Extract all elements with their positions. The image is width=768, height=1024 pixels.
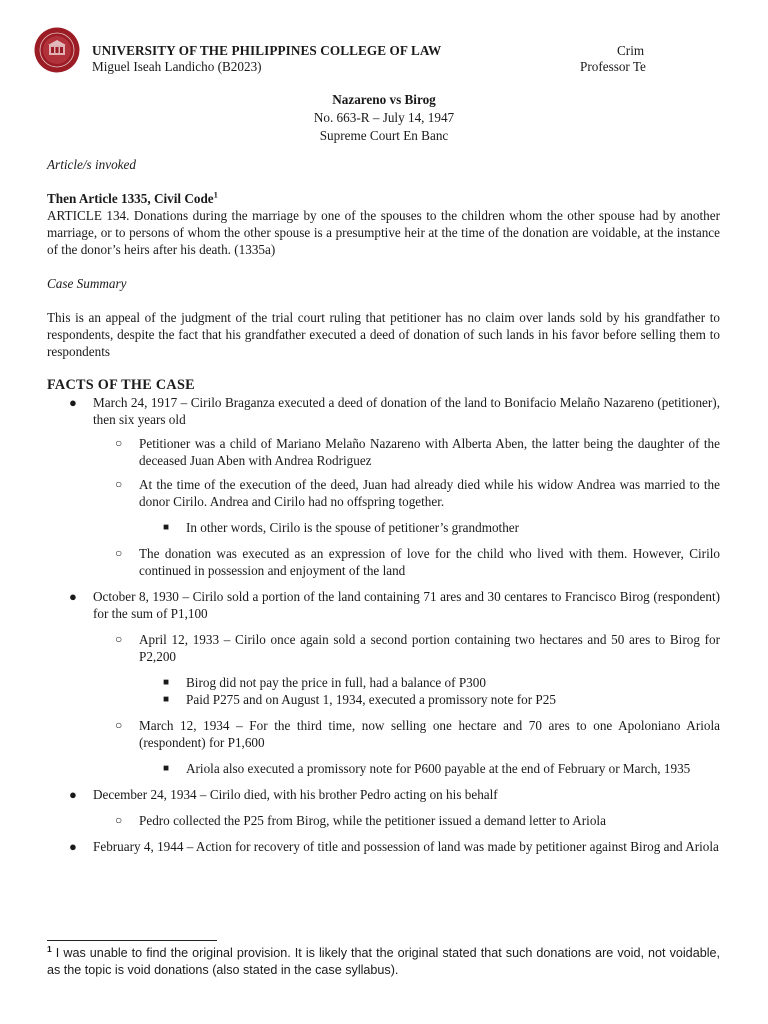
university-name: UNIVERSITY OF THE PHILIPPINES COLLEGE OF LAW: [92, 43, 442, 58]
hollow-bullet-icon: ○: [115, 632, 123, 646]
list-item-text: At the time of the execution of the deed, Juan had already died while his widow Andrea was married to the donor Cirilo. Andrea and Cirilo had no offspring together.: [139, 477, 720, 509]
hollow-bullet-icon: ○: [115, 718, 123, 732]
footnote-ref: 1: [213, 189, 218, 200]
square-bullet-icon: ■: [163, 677, 170, 688]
list-item-text: Petitioner was a child of Mariano Melaño Nazareno with Alberta Aben, the latter being the daughter of the deceased Juan Aben with Andrea Rodriguez: [139, 436, 720, 468]
list-item-text: December 24, 1934 – Cirilo died, with his brother Pedro acting on his behalf: [93, 787, 498, 802]
header-right: [580, 43, 680, 75]
article-title-text: Then Article 1335, Civil Code: [47, 191, 214, 206]
list-item-text: April 12, 1933 – Cirilo once again sold a second portion containing two hectares and 50 ares to Birog for P2,200: [139, 632, 720, 664]
hollow-bullet-icon: ○: [115, 546, 123, 560]
spacer: [47, 751, 720, 760]
spacer: [47, 428, 720, 435]
list-item: [47, 674, 720, 691]
bullet-icon: ●: [69, 395, 77, 410]
header-left: [92, 43, 441, 75]
case-docket: No. 663-R – July 14, 1947: [313, 110, 455, 125]
list-item: [47, 545, 720, 579]
list-item-text: In other words, Cirilo is the spouse of petitioner’s grandmother: [186, 520, 520, 535]
spacer: [47, 536, 720, 545]
list-item: [47, 786, 720, 803]
square-bullet-icon: ■: [163, 763, 170, 774]
list-item-text: March 24, 1917 – Cirilo Braganza executed a deed of donation of the land to Bonifacio Melaño Nazareno (petitioner), then six years old: [93, 395, 720, 427]
list-item-text: March 12, 1934 – For the third time, now selling one hectare and 70 ares to one Apoloniano Ariola (respondent) for P1,600: [139, 718, 720, 750]
spacer: [47, 510, 720, 519]
list-item-text: The donation was executed as an expression of love for the child who lived with them. However, Cirilo continued in possession and enjoyment of the land: [139, 546, 720, 578]
spacer: [47, 579, 720, 588]
footnote-number: 1: [47, 943, 52, 954]
list-item-text: Paid P275 and on August 1, 1934, executed a promissory note for P25: [186, 692, 556, 707]
document-body: [47, 156, 720, 855]
list-item-text: February 4, 1944 – Action for recovery of title and possession of land was made by petitioner against Birog and Ariola: [93, 839, 719, 854]
bullet-icon: ●: [69, 839, 77, 854]
article-title: [47, 190, 720, 207]
hollow-bullet-icon: ○: [115, 436, 123, 450]
list-item: [47, 435, 720, 469]
case-title-block: [0, 91, 768, 145]
spacer: [47, 708, 720, 717]
footnote-text: I was unable to find the original provision. It is likely that the original stated that such donations are void, not voidable, as the topic is void donations (also stated in the case syllabus).: [47, 946, 720, 977]
list-item: [47, 394, 720, 428]
spacer: [47, 777, 720, 786]
course-name: Crim: [617, 43, 645, 58]
article-text: ARTICLE 134. Donations during the marriage by one of the spouses to the children whom the other spouse had by another marriage, or to persons of whom the other spouse is a presumptive heir at the time of the donation are voidable, at the instance of the donor’s heirs after his death. (1335a): [47, 208, 720, 257]
list-item-text: Ariola also executed a promissory note for P600 payable at the end of February or March, 1935: [186, 761, 691, 776]
footnote: [47, 945, 720, 979]
list-item: [47, 838, 720, 855]
facts-heading: FACTS OF THE CASE: [47, 377, 195, 393]
hollow-bullet-icon: ○: [115, 813, 123, 827]
list-item: [47, 588, 720, 622]
list-item: [47, 812, 720, 829]
list-item: [47, 519, 720, 536]
spacer: [47, 665, 720, 674]
list-item-text: Birog did not pay the price in full, had a balance of P300: [186, 675, 486, 690]
bullet-icon: ●: [69, 589, 77, 604]
facts-list: [47, 394, 720, 855]
hollow-bullet-icon: ○: [115, 477, 123, 491]
list-item: [47, 760, 720, 777]
summary-text: This is an appeal of the judgment of the trial court ruling that petitioner has no claim over lands sold by his grandfather to respondents, despite the fact that his grandfather executed a deed of donation of such lands in his favor before selling them to respondents: [47, 310, 720, 359]
professor-name: Professor Te: [580, 59, 646, 74]
spacer: [47, 829, 720, 838]
spacer: [47, 469, 720, 476]
university-seal-icon: [34, 27, 80, 73]
case-name: Nazareno vs Birog: [332, 92, 436, 107]
list-item: [47, 476, 720, 510]
spacer: [47, 803, 720, 812]
bullet-icon: ●: [69, 787, 77, 802]
square-bullet-icon: ■: [163, 522, 170, 533]
author-name: Miguel Iseah Landicho (B2023): [92, 59, 262, 74]
list-item: [47, 691, 720, 708]
list-item-text: Pedro collected the P25 from Birog, while the petitioner issued a demand letter to Ariola: [139, 813, 606, 828]
square-bullet-icon: ■: [163, 694, 170, 705]
list-item: [47, 717, 720, 751]
footnote-divider: [47, 940, 217, 941]
list-item: [47, 631, 720, 665]
list-item-text: October 8, 1930 – Cirilo sold a portion of the land containing 71 ares and 30 centares to Francisco Birog (respondent) for the sum of P1,100: [93, 589, 720, 621]
case-court: Supreme Court En Banc: [319, 128, 449, 143]
summary-heading: Case Summary: [47, 276, 127, 291]
articles-heading: Article/s invoked: [47, 157, 136, 172]
spacer: [47, 622, 720, 631]
